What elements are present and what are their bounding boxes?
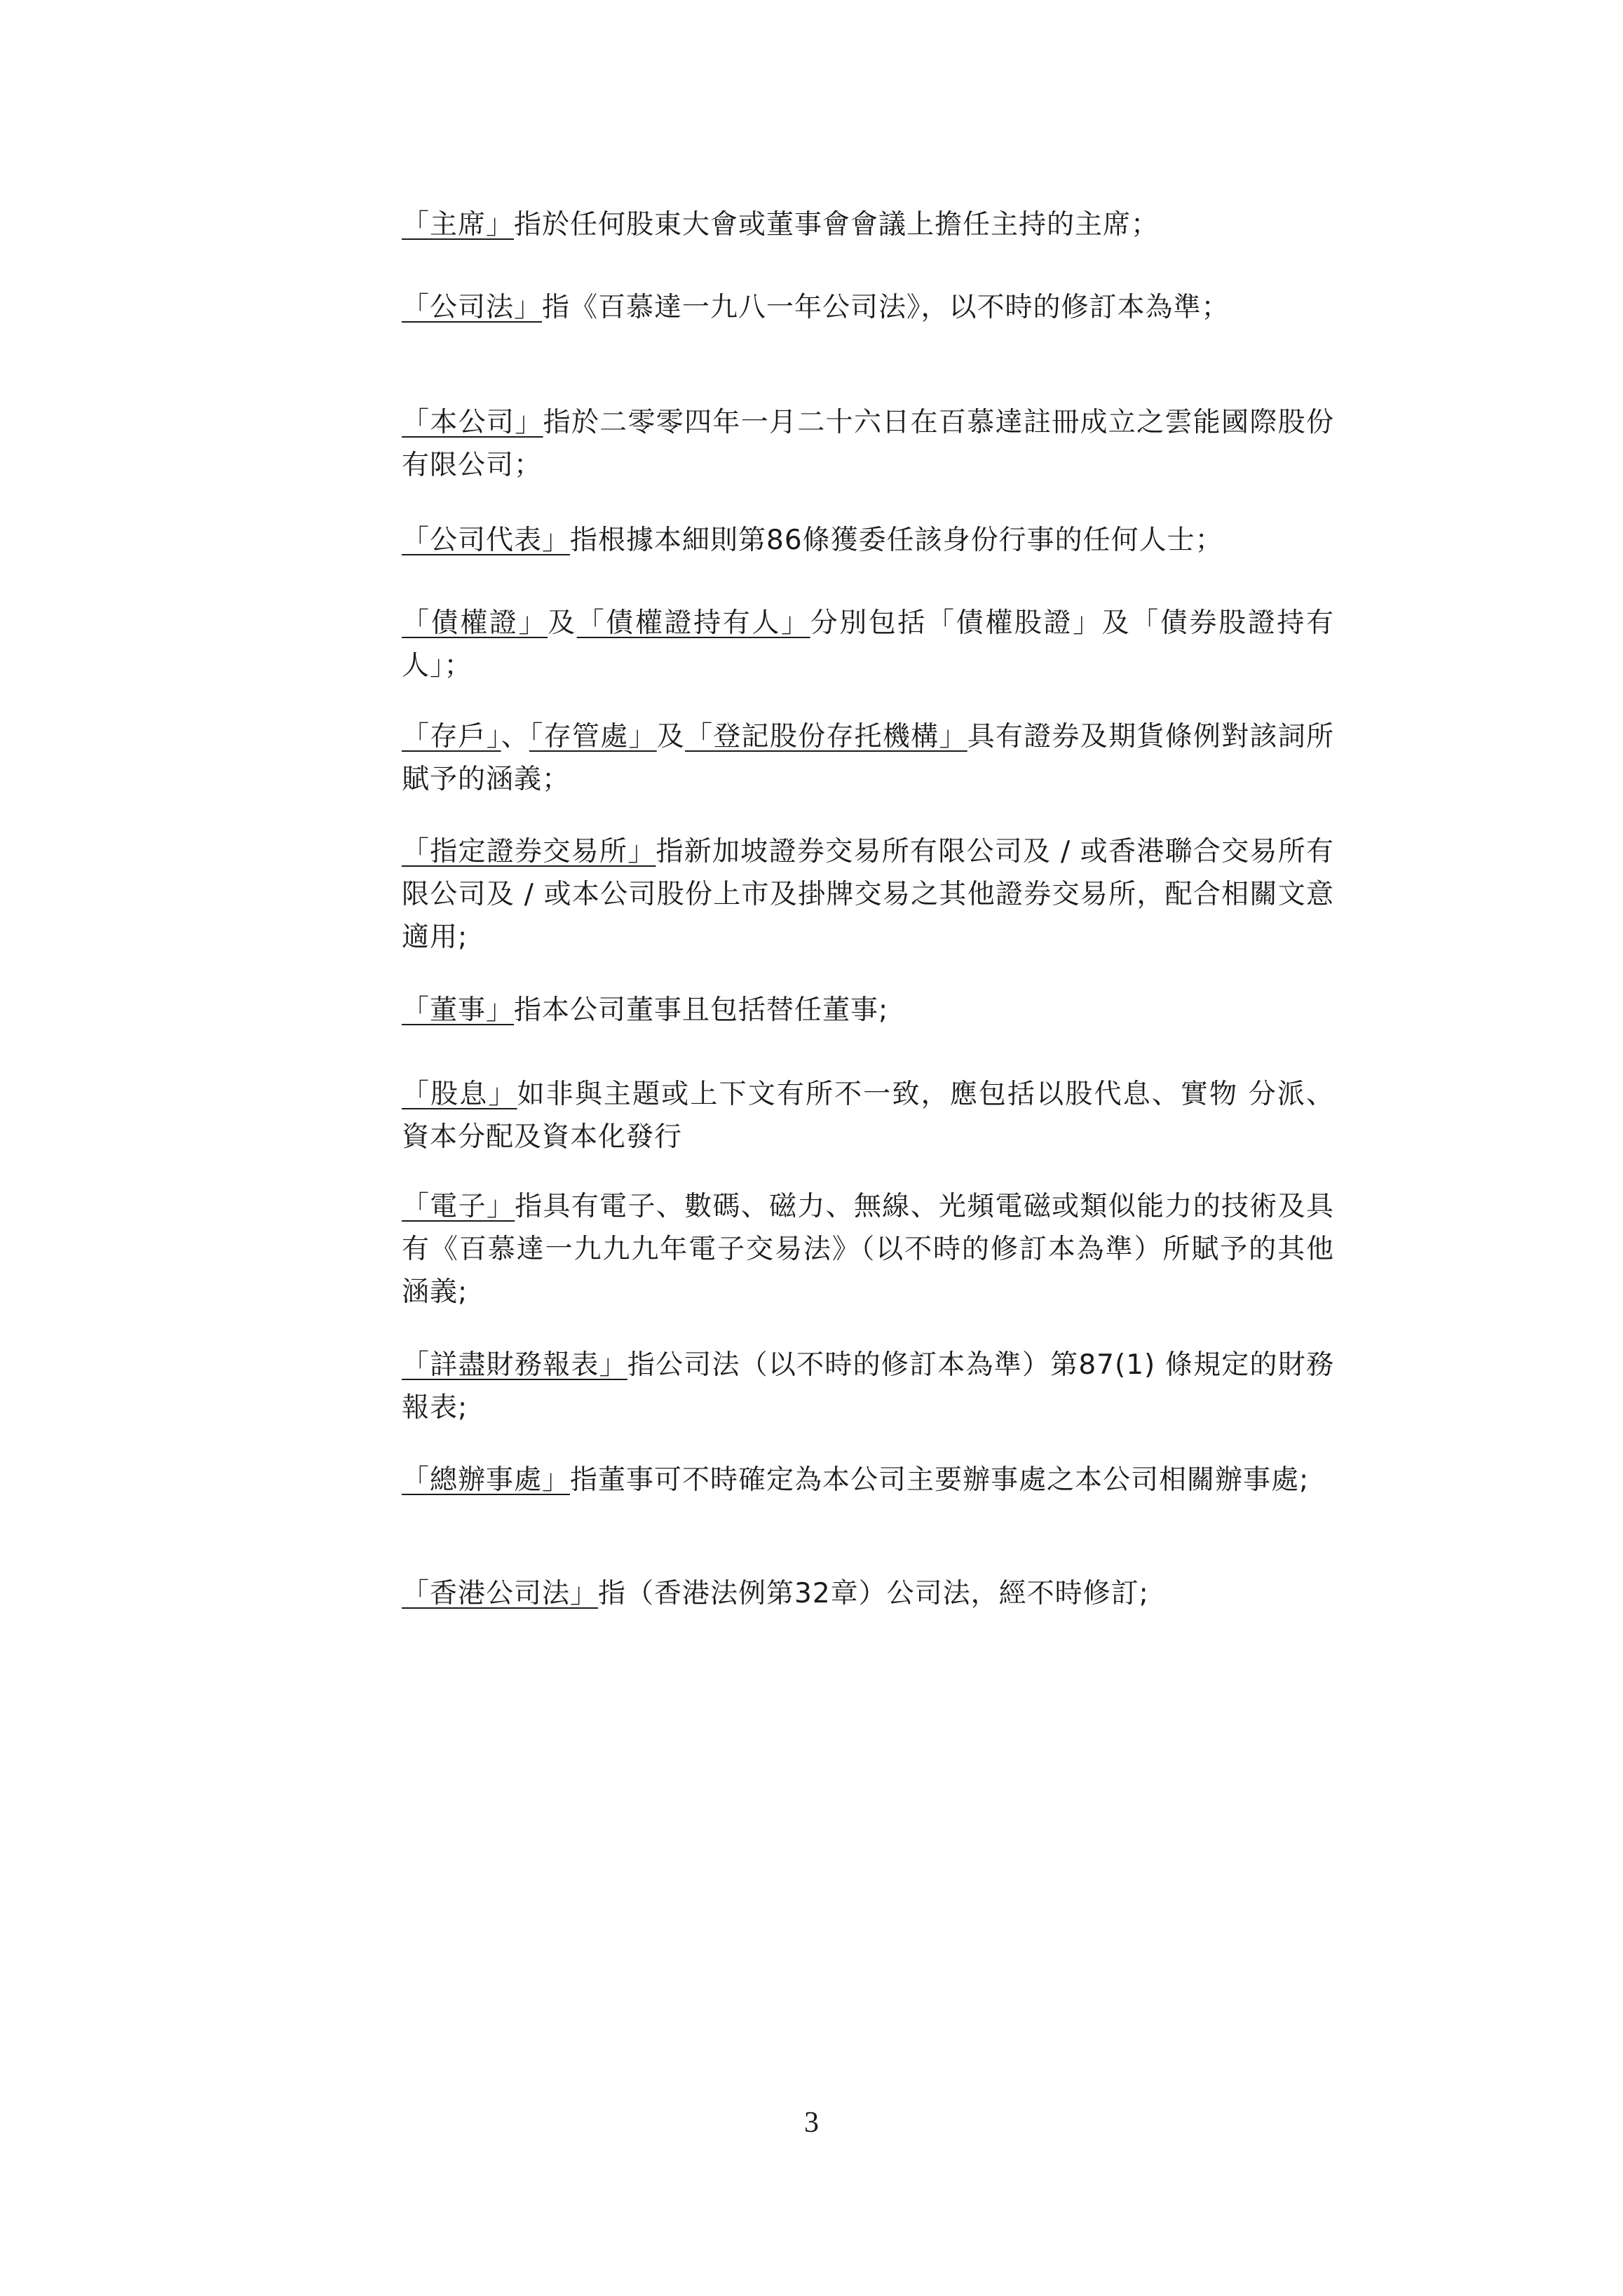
definition-text: 指董事可不時確定為本公司主要辦事處之本公司相關辦事處; bbox=[570, 1464, 1310, 1496]
definition-text: 分別包括「債權股證」及「債券股證持有人」； bbox=[402, 607, 1334, 682]
defined-term: 「董事」 bbox=[402, 994, 515, 1026]
definition-financial-statements bbox=[402, 1344, 1334, 1429]
defined-term: 「存管處」 bbox=[529, 721, 657, 752]
definition-director bbox=[402, 989, 1334, 1032]
definition-chairman bbox=[402, 203, 1334, 246]
definition-text: 指（香港法例第32章）公司法，經不時修訂; bbox=[598, 1578, 1149, 1609]
page-number: 3 bbox=[804, 2107, 819, 2139]
definition-text: 及 bbox=[548, 607, 577, 639]
defined-term: 「詳盡財務報表」 bbox=[402, 1349, 627, 1381]
defined-term: 「股息」 bbox=[402, 1079, 517, 1110]
definition-company bbox=[402, 401, 1334, 487]
defined-term: 「主席」 bbox=[402, 209, 515, 241]
definition-companies-act bbox=[402, 286, 1334, 329]
definition-text: 指於二零零四年一月二十六日在百慕達註冊成立之雲能國際股份有限公司； bbox=[402, 407, 1334, 481]
definition-text: 指公司法（以不時的修訂本為準）第87(1) 條規定的財務報表; bbox=[402, 1349, 1334, 1424]
definition-corporate-representative bbox=[402, 519, 1334, 562]
defined-term: 「債權證持有人」 bbox=[576, 607, 810, 639]
defined-term: 「指定證券交易所」 bbox=[402, 836, 656, 867]
defined-term: 「登記股份存托機構」 bbox=[685, 721, 967, 752]
defined-term: 「電子」 bbox=[402, 1191, 515, 1222]
defined-term: 「香港公司法」 bbox=[402, 1578, 599, 1609]
defined-term: 「債權證」 bbox=[402, 607, 548, 639]
definition-dividend bbox=[402, 1073, 1334, 1159]
definition-text: 指根據本細則第86條獲委任該身份行事的任何人士； bbox=[570, 525, 1223, 556]
definition-text: 指《百慕達一九八一年公司法》，以不時的修訂本為準； bbox=[542, 292, 1230, 323]
definition-text: 具有證券及期貨條例對該詞所賦予的涵義； bbox=[402, 721, 1334, 795]
definition-hk-companies-ordinance bbox=[402, 1572, 1334, 1615]
definition-designated-stock-exchange bbox=[402, 830, 1334, 959]
definition-text: 、 bbox=[501, 721, 529, 752]
definition-depositor bbox=[402, 715, 1334, 801]
definition-text: 指具有電子、數碼、磁力、無線、光頻電磁或類似能力的技術及具有《百慕達一九九九年電子交易法》（以不時的修訂本為準）所賦予的其他涵義; bbox=[402, 1191, 1334, 1308]
defined-term: 「公司代表」 bbox=[402, 525, 571, 556]
definition-text: 及 bbox=[656, 721, 686, 752]
definition-text: 指本公司董事且包括替任董事; bbox=[514, 994, 889, 1026]
definition-electronic bbox=[402, 1185, 1334, 1314]
definition-text: 指新加坡證券交易所有限公司及 / 或香港聯合交易所有限公司及 / 或本公司股份上市及掛牌交易之其他證券交易所，配合相關文意適用; bbox=[402, 836, 1334, 953]
definition-head-office bbox=[402, 1459, 1334, 1501]
definition-debentures bbox=[402, 602, 1334, 687]
defined-term: 「存戶」 bbox=[402, 721, 501, 752]
definition-text: 如非與主題或上下文有所不一致，應包括以股代息、實物 分派、資本分配及資本化發行 bbox=[402, 1079, 1334, 1153]
defined-term: 「總辦事處」 bbox=[402, 1464, 571, 1496]
defined-term: 「本公司」 bbox=[402, 407, 543, 438]
definition-text: 指於任何股東大會或董事會會議上擔任主持的主席； bbox=[514, 209, 1160, 241]
defined-term: 「公司法」 bbox=[402, 292, 543, 323]
